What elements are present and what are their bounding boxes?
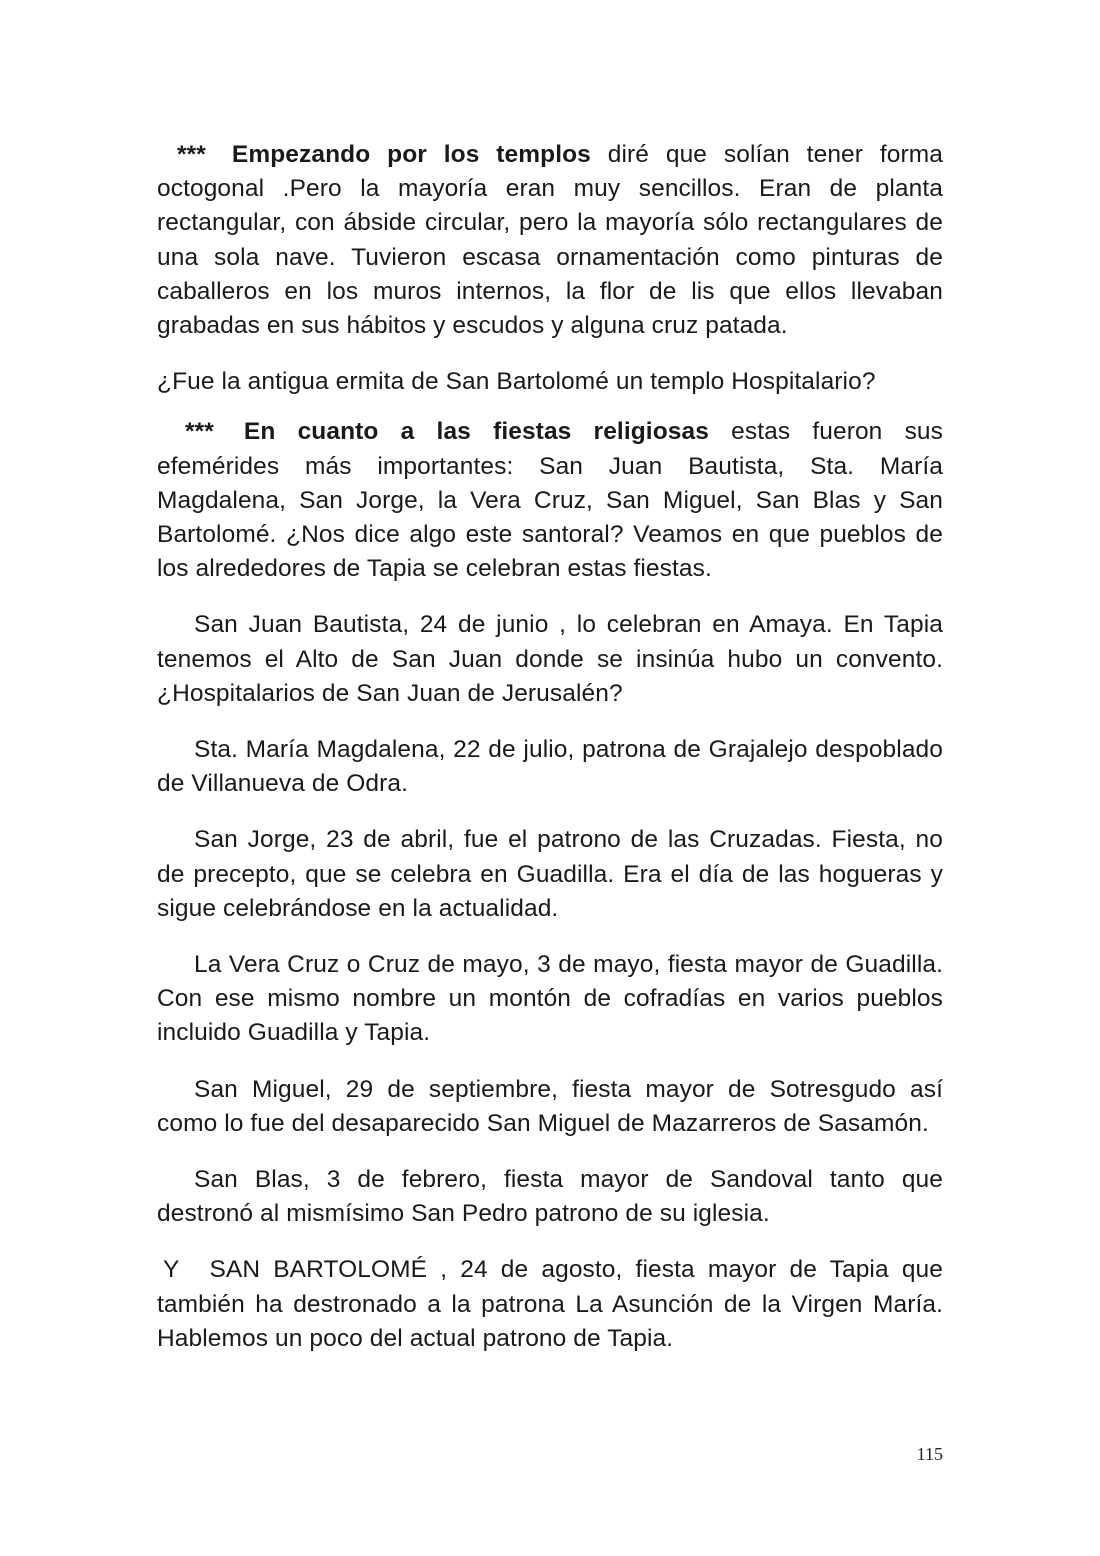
paragraph-text: estas fueron sus efemérides más importantes: San Juan Bautista, Sta. María Magdalena, San Jorge, la Vera Cruz, San Miguel, San Blas y San Bartolomé. ¿Nos dice algo este santoral? Veamos en que pueblos de los alrededores de Tapia se celebran estas fiestas. [157,418,943,583]
paragraph-san-blas: San Blas, 3 de febrero, fiesta mayor de Sandoval tanto que destronó al mismísimo San Pedro patrono de su iglesia. [157,1166,943,1228]
paragraph-vera-cruz: La Vera Cruz o Cruz de mayo, 3 de mayo, fiesta mayor de Guadilla. Con ese mismo nombre un montón de cofradías en varios pueblos incluido Guadilla y Tapia. [157,951,943,1047]
paragraph-text: SAN BARTOLOMÉ , 24 de agosto, fiesta mayor de Tapia que también ha destronado a la patrona La Asunción de la Virgen María. Hablemos un poco del actual patrono de Tapia. [157,1256,943,1352]
paragraph-magdalena: Sta. María Magdalena, 22 de julio, patrona de Grajalejo despoblado de Villanueva de Odra. [157,736,943,798]
paragraph-festivals [157,415,943,586]
paragraph-san-miguel: San Miguel, 29 de septiembre, fiesta mayor de Sotresgudo así como lo fue del desaparecido San Miguel de Mazarreros de Sasamón. [157,1075,943,1137]
paragraph-text: diré que solían tener forma octogonal .Pero la mayoría eran muy sencillos. Eran de planta rectangular, con ábside circular, pero la mayoría sólo rectangulares de una sola nave. Tuvieron escasa ornamentación como pinturas de caballeros en los muros internos, la flor de lis que ellos llevaban grabadas en sus hábitos y escudos y alguna cruz patada. [157,141,943,340]
paragraph-lead: Y [163,1256,180,1284]
paragraph-san-bartolome [157,1253,943,1356]
paragraph-san-juan: San Juan Bautista, 24 de junio , lo celebran en Amaya. En Tapia tenemos el Alto de San Juan donde se insinúa hubo un convento. ¿Hospitalarios de San Juan de Jerusalén? [157,611,943,707]
page-number: 115 [916,1444,943,1464]
asterisks-marker: *** [185,418,214,446]
paragraph-question: ¿Fue la antigua ermita de San Bartolomé un templo Hospitalario? [157,368,876,396]
paragraph-lead-bold: En cuanto a las fiestas religiosas [243,418,709,446]
page-body [157,138,943,1378]
paragraph-lead-bold: Empezando por los templos [231,141,591,168]
asterisks-marker: *** [177,141,206,168]
paragraph-temples [157,138,943,343]
paragraph-san-jorge: San Jorge, 23 de abril, fue el patrono de las Cruzadas. Fiesta, no de precepto, que se celebra en Guadilla. Era el día de las hogueras y sigue celebrándose en la actualidad. [157,826,943,922]
